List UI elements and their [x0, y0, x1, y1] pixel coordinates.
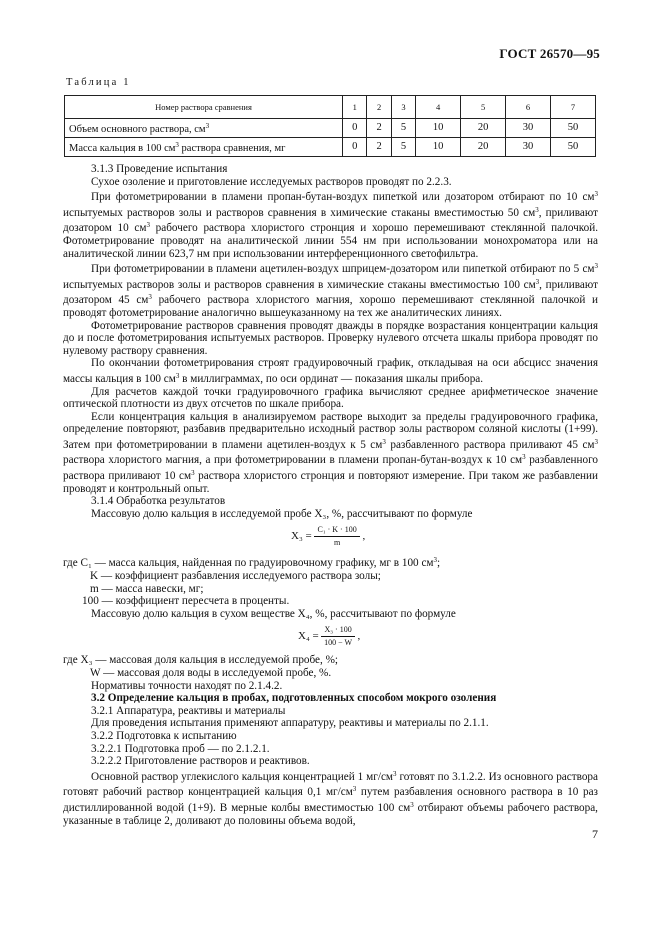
table-cell: 2: [367, 119, 391, 138]
definition-line: где X₃ — массовая доля кальция в исследуемой пробе, %;: [63, 654, 339, 667]
formula-fraction: [321, 625, 354, 648]
formula-lhs: X₃ =: [291, 530, 312, 543]
formula-fraction: [314, 525, 359, 548]
paragraph: Основной раствор углекислого кальция концентрацией 1 $мг/см^3$ готовят по 3.1.2.2. Из основного раствора готовят рабочий раствор концентрацией кальция 0,1 $мг/см^3$ путем разбавления основного раствора в 10 раз дистиллированной водой (1+9). В мерные колбы вместимостью 100 $см^3$ отбирают объемы рабочего раствора, указанные в таблице 2, доливают до половины объема водой,: [63, 769, 598, 827]
table-row: [65, 119, 596, 138]
section-heading: 3.2.2.1 Подготовка проб — по 2.1.2.1.: [91, 742, 270, 755]
table-header-row: [65, 96, 596, 119]
section-heading: 3.2.2.2 Приготовление растворов и реактивов.: [91, 755, 310, 768]
table-cell: 0: [343, 138, 367, 157]
formula-denominator: 100 − W: [324, 638, 353, 648]
table-cell: 20: [461, 119, 506, 138]
document-body: [63, 163, 598, 827]
paragraph: Массовую долю кальция в сухом веществе X₄, %, рассчитывают по формуле: [91, 607, 456, 620]
table-cell: 5: [391, 138, 415, 157]
definition-line: m — масса навески, мг;: [90, 582, 204, 595]
header-number-cell: 7: [550, 96, 595, 119]
section-heading: 3.1.3 Проведение испытания: [91, 163, 228, 175]
section-heading: 3.2 Определение кальция в пробах, подготовленных способом мокрого озоления: [91, 692, 497, 705]
table-caption: Таблица 1: [66, 77, 131, 88]
header-number-cell: 3: [391, 96, 415, 119]
paragraph: Фотометрирование растворов сравнения проводят дважды в порядке возрастания концентрации кальция до и после фотометрирования испытуемых растворов. Проверку нулевого отсчета шкалы прибора проводят по нулевому раствору сравнения.: [63, 319, 598, 357]
paragraph: Для расчетов каждой точки градуировочного графика вычисляют среднее арифметическое значение оптической плотности из двух отсчетов по шкале прибора.: [63, 385, 598, 411]
formula-tail: ,: [357, 630, 361, 643]
row-label-cell: Объем основного раствора, $см^3$: [65, 119, 343, 138]
table-cell: 2: [367, 138, 391, 157]
formula-denominator: m: [333, 538, 341, 548]
formula-x4: [63, 620, 598, 654]
header-number-cell: 6: [506, 96, 551, 119]
definition-line: W — массовая доля воды в исследуемой пробе, %.: [90, 667, 332, 679]
formula-numerator: X₃ · 100: [321, 625, 354, 637]
header-number-cell: 4: [416, 96, 461, 119]
paragraph: При фотометрировании в пламени ацетилен-воздух шприцем-дозатором или пипеткой отбирают по 5 $см^3$ испытуемых растворов золы и растворов сравнения в химические стаканы вместимостью 100 $см^3$, приливают дозатором 45 $см^3$ рабочего раствора хлористого магния, хорошо перемешивают стеклянной палочкой и проводят фотометрирование аналогично вышеуказанному на тех же аналитических линиях.: [63, 262, 598, 319]
paragraph: Если концентрация кальция в анализируемом растворе выходит за пределы градуировочного графика, определение повторяют, разбавив предварительно исходный раствор золы раствором соляной кислоты (1+99). Затем при фотометрировании в пламени ацетилен-воздух к 5 $см^3$ разбавленного раствора приливают 45 $см^3$ раствора хлористого магния, а при фотометрировании в пламени пропан-бутан-воздух к 10 $см^3$ разбавленного раствора приливают 10 $см^3$ раствора хлористого стронция и повторяют измерение. При таком же разбавлении проводят и контрольный опыт.: [63, 410, 599, 495]
paragraph: Массовую долю кальция в исследуемой пробе X₃, %, рассчитывают по формуле: [91, 507, 473, 520]
definition-line: K — коэффициент разбавления исследуемого раствора золы;: [90, 570, 381, 583]
table-row: [65, 138, 596, 157]
formula-x3: [63, 520, 598, 554]
definition-line: 100 — коэффициент пересчета в проценты.: [82, 595, 290, 608]
row-label-cell: Масса кальция в 100 $см^3$ раствора сравнения, мг: [65, 138, 343, 157]
table-cell: 20: [461, 138, 506, 157]
table-cell: 30: [506, 119, 551, 138]
standard-header: ГОСТ 26570—95: [499, 46, 600, 61]
header-number-cell: 5: [461, 96, 506, 119]
section-heading: 3.2.2 Подготовка к испытанию: [91, 729, 237, 742]
table-cell: 50: [550, 138, 595, 157]
paragraph: Для проведения испытания применяют аппаратуру, реактивы и материалы по 2.1.1.: [91, 717, 489, 730]
header-number-cell: 1: [343, 96, 367, 119]
paragraph: По окончании фотометрирования строят градуировочный график, откладывая на оси абсцисс значения массы кальция в 100 $см^3$ в миллиграммах, по оси ординат — показания шкалы прибора.: [63, 357, 598, 385]
table-cell: 50: [550, 119, 595, 138]
header-number-cell: 2: [367, 96, 391, 119]
header-label-cell: Номер раствора сравнения: [65, 96, 343, 119]
table-cell: 0: [343, 119, 367, 138]
paragraph: Сухое озоление и приготовление исследуемых растворов проводят по 2.2.3.: [91, 175, 452, 188]
reference-solutions-table: [64, 95, 596, 157]
formula-lhs: X₄ =: [298, 630, 319, 643]
page-number: 7: [592, 827, 598, 841]
table-cell: 5: [391, 119, 415, 138]
section-heading: 3.1.4 Обработка результатов: [91, 495, 226, 508]
table-cell: 30: [506, 138, 551, 157]
table-cell: 10: [416, 119, 461, 138]
formula-numerator: C₁ · K · 100: [314, 525, 359, 537]
definition-line: где C₁ — масса кальция, найденная по градуировочному графику, мг в 100 $см^3$;: [63, 556, 441, 570]
formula-tail: ,: [362, 530, 366, 543]
paragraph: Нормативы точности находят по 2.1.4.2.: [91, 679, 283, 692]
section-heading: 3.2.1 Аппаратура, реактивы и материалы: [91, 704, 286, 717]
paragraph: При фотометрировании в пламени пропан-бутан-воздух пипеткой или дозатором отбирают по 10 $см^3$ испытуемых растворов золы и растворов сравнения в химические стаканы вместимостью 50 $см^3$, приливают дозатором 10 $см^3$ рабочего раствора хлористого стронция и хорошо перемешивают стеклянной палочкой. Фотометрирование проводят на аналитической линии 554 нм при использовании монохроматора или на аналитической линии 623,7 нм при использовании интерференционного светофильтра.: [63, 190, 598, 260]
table-cell: 10: [416, 138, 461, 157]
